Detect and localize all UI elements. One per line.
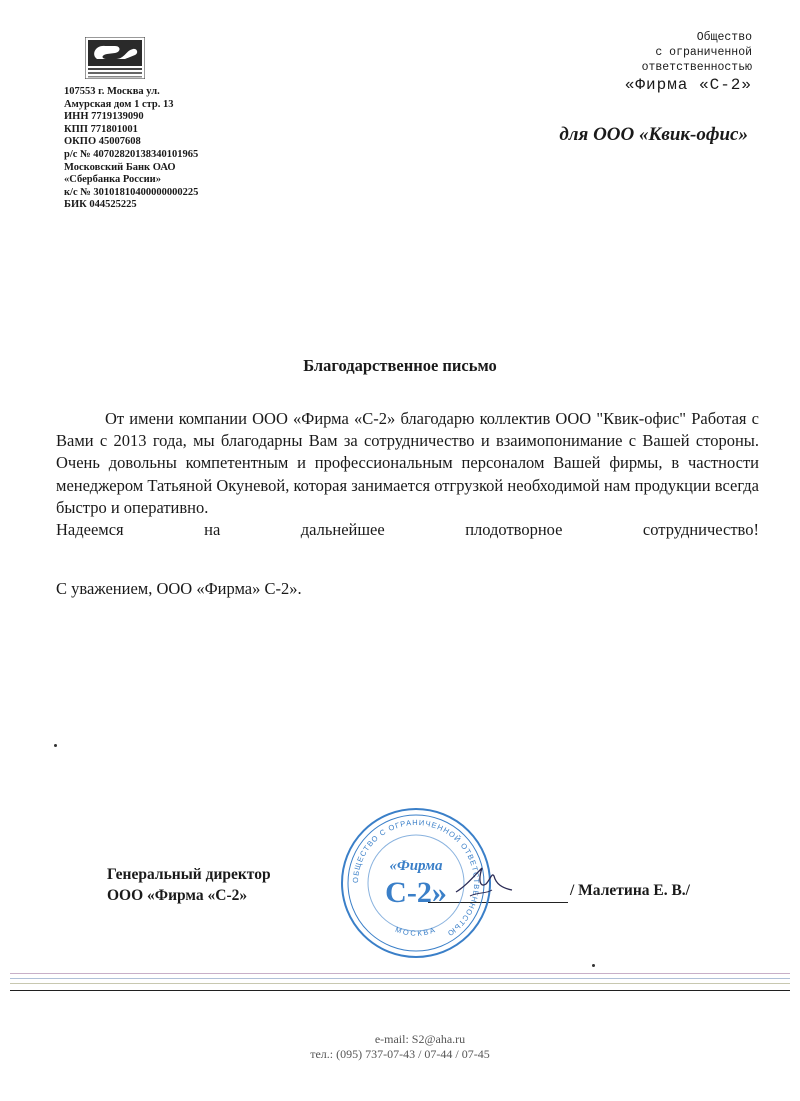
company-name: «Фирма «С-2»	[624, 76, 752, 94]
requisite-line: ИНН 7719139090	[64, 111, 144, 123]
stamp-bottom-text: МОСКВА	[394, 924, 438, 938]
letter-title: Благодарственное письмо	[303, 356, 497, 375]
footer-email: e-mail: S2@aha.ru	[374, 1032, 466, 1046]
footer-contacts	[0, 1032, 800, 1062]
footer-rule	[10, 973, 790, 974]
letter-paragraph: Надеемся на дальнейшее плодотворное сотрудничество!	[56, 520, 759, 540]
requisite-line: 107553 г. Москва ул.	[64, 86, 160, 97]
signatory-role	[107, 864, 271, 906]
requisite-line: Московский Банк ОАО	[64, 161, 176, 173]
company-requisites	[64, 86, 198, 212]
company-type-line: Общество	[696, 31, 752, 44]
letter-body	[56, 408, 759, 541]
signatory-name: / Малетина Е. В./	[570, 882, 690, 899]
requisite-line: «Сбербанка России»	[64, 174, 161, 186]
signatory-company: ООО «Фирма «С-2»	[107, 887, 248, 904]
requisite-line: ОКПО 45007608	[64, 136, 141, 148]
company-type-line: с ограниченной	[655, 46, 752, 59]
requisite-line: к/с № 30101810400000000225	[64, 186, 199, 198]
requisite-line: КПП 771801001	[64, 123, 138, 135]
signatory-title: Генеральный директор	[107, 866, 271, 883]
requisite-line: р/с № 40702820138340101965	[64, 148, 199, 160]
scan-speck	[592, 964, 595, 967]
stamp-ring-text: ОБЩЕСТВО С ОГРАНИЧЕННОЙ ОТВЕТСТВЕННОСТЬЮ	[350, 817, 482, 939]
stamp-center-top: «Фирма	[389, 858, 443, 874]
stamp-center-main: С-2»	[385, 876, 447, 909]
scan-speck	[54, 744, 57, 747]
letter-closing: С уважением, ООО «Фирма» С-2».	[56, 579, 302, 598]
company-type-line: ответственностью	[641, 61, 752, 74]
footer-rule	[10, 978, 790, 979]
requisite-line: БИК 044525225	[64, 199, 137, 211]
footer-rule	[10, 990, 790, 991]
letter-paragraph: От имени компании ООО «Фирма «С-2» благодарю коллектив ООО "Квик-офис" Работая с Вами с 2013 года, мы благодарны Вам за сотрудничество и взаимопонимание с Вашей стороны. Очень довольны компетентным и профессиональным персоналом Вашей фирмы, в частности менеджером Татьяной Окуневой, которая занимается отгрузкой необходимой нам продукции всегда быстро и оперативно.	[56, 409, 759, 517]
requisite-line: Амурская дом 1 стр. 13	[64, 98, 174, 110]
footer-phone: тел.: (095) 737-07-43 / 07-44 / 07-45	[310, 1047, 490, 1061]
company-logo	[85, 37, 145, 79]
addressee: для ООО «Квик-офис»	[559, 124, 748, 145]
company-header	[625, 30, 752, 93]
footer-rule	[10, 983, 790, 984]
handwritten-signature	[452, 862, 522, 902]
